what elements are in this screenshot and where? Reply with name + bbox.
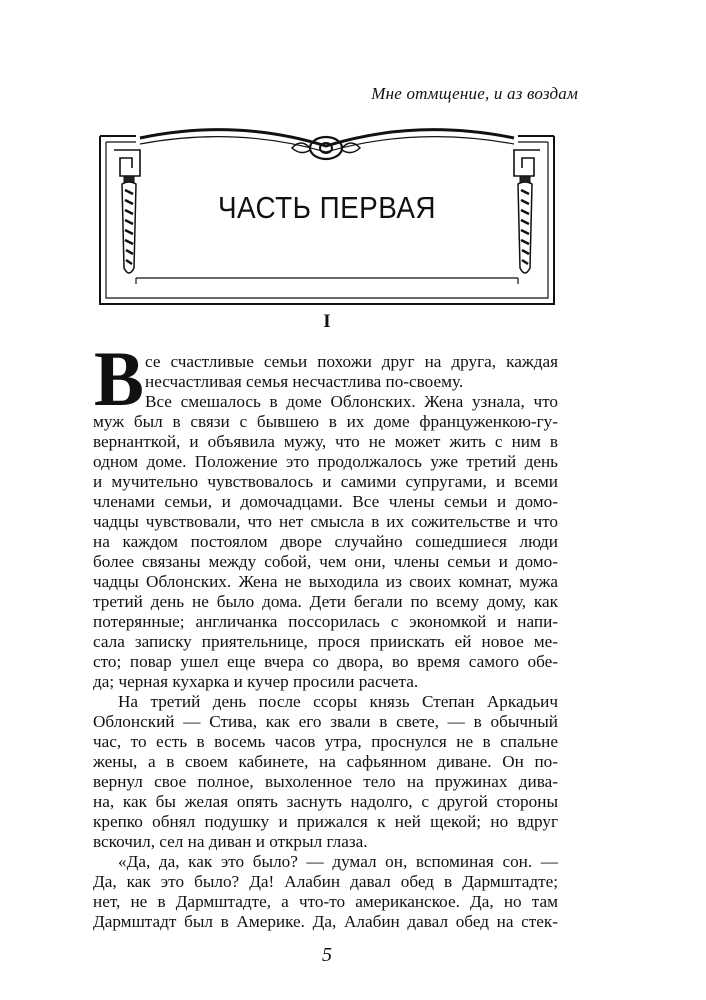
text-line: На третий день после ссоры князь Степан Аркадьич	[118, 692, 558, 711]
text-line: вернанткой, и объявила мужу, что не может жить с ним в	[93, 432, 558, 451]
text-line: чадцы Облонских. Жена не выходила из своих комнат, мужа	[93, 572, 558, 591]
text-line: жены, а в своем кабинете, на сафьянном диване. Он по-	[93, 752, 558, 771]
text-line: се счастливые семьи похожи друг на друга, каждая	[145, 352, 558, 371]
part-title: ЧАСТЬ ПЕРВАЯ	[217, 190, 437, 225]
drop-cap: В	[94, 335, 144, 422]
text-line: Все смешалось в доме Облонских. Жена узнала, что	[145, 392, 558, 411]
text-line: более связаны между собой, чем они, члены семьи и домо-	[93, 552, 558, 571]
epigraph: Мне отмщение, и аз воздам	[371, 84, 578, 103]
text-line: сто; повар ушел еще вчера со двора, во время самого обе-	[93, 652, 558, 671]
text-line: нет, не в Дармштадте, а что-то американское. Да, но там	[93, 892, 558, 911]
text-line: на, как бы желая опять заснуть надолго, с другой стороны	[93, 792, 558, 811]
text-line: вернул свое полное, выхоленное тело на пружинах дива-	[93, 772, 558, 791]
text-line: на каждом постоялом дворе случайно сошедшиеся люди	[93, 532, 558, 551]
text-line: «Да, да, как это было? — думал он, вспоминая сон. —	[118, 852, 558, 871]
page-number: 5	[322, 944, 332, 966]
chapter-number: I	[323, 311, 331, 332]
text-line: и мучительно чувствовалось и самими супругами, и всеми	[93, 472, 558, 491]
text-line: членами семьи, и домочадцами. Все члены семьи и домо-	[93, 492, 558, 511]
text-line: Дармштадт был в Америке. Да, Алабин давал обед на стек-	[93, 912, 558, 931]
text-line: несчастливая семья несчастлива по-своему.	[145, 372, 464, 391]
text-line: третий день не было дома. Дети бегали по всему дому, как	[93, 592, 558, 611]
text-line: вскочил, сел на диван и открыл глаза.	[93, 832, 368, 851]
text-line: да; черная кухарка и кучер просили расчета.	[93, 672, 419, 691]
text-line: муж был в связи с бывшею в их доме француженкою-гу-	[93, 412, 558, 431]
text-line: Облонский — Стива, как его звали в свете, — в обычный	[93, 712, 558, 731]
text-line: крепко обнял подушку и прижался к ней щекой; но вдруг	[93, 812, 558, 831]
text-line: сала записку приятельнице, прося приискать ей новое ме-	[93, 632, 558, 651]
text-line: чадцы чувствовали, что нет смысла в их сожительстве и что	[93, 512, 558, 531]
text-line: час, то есть в восемь часов утра, проснулся не в спальне	[93, 732, 558, 751]
text-line: Да, как это было? Да! Алабин давал обед в Дармштадте;	[93, 872, 558, 891]
text-line: одном доме. Положение это продолжалось уже третий день	[93, 452, 558, 471]
text-line: потерянные; англичанка поссорилась с экономкой и напи-	[93, 612, 558, 631]
